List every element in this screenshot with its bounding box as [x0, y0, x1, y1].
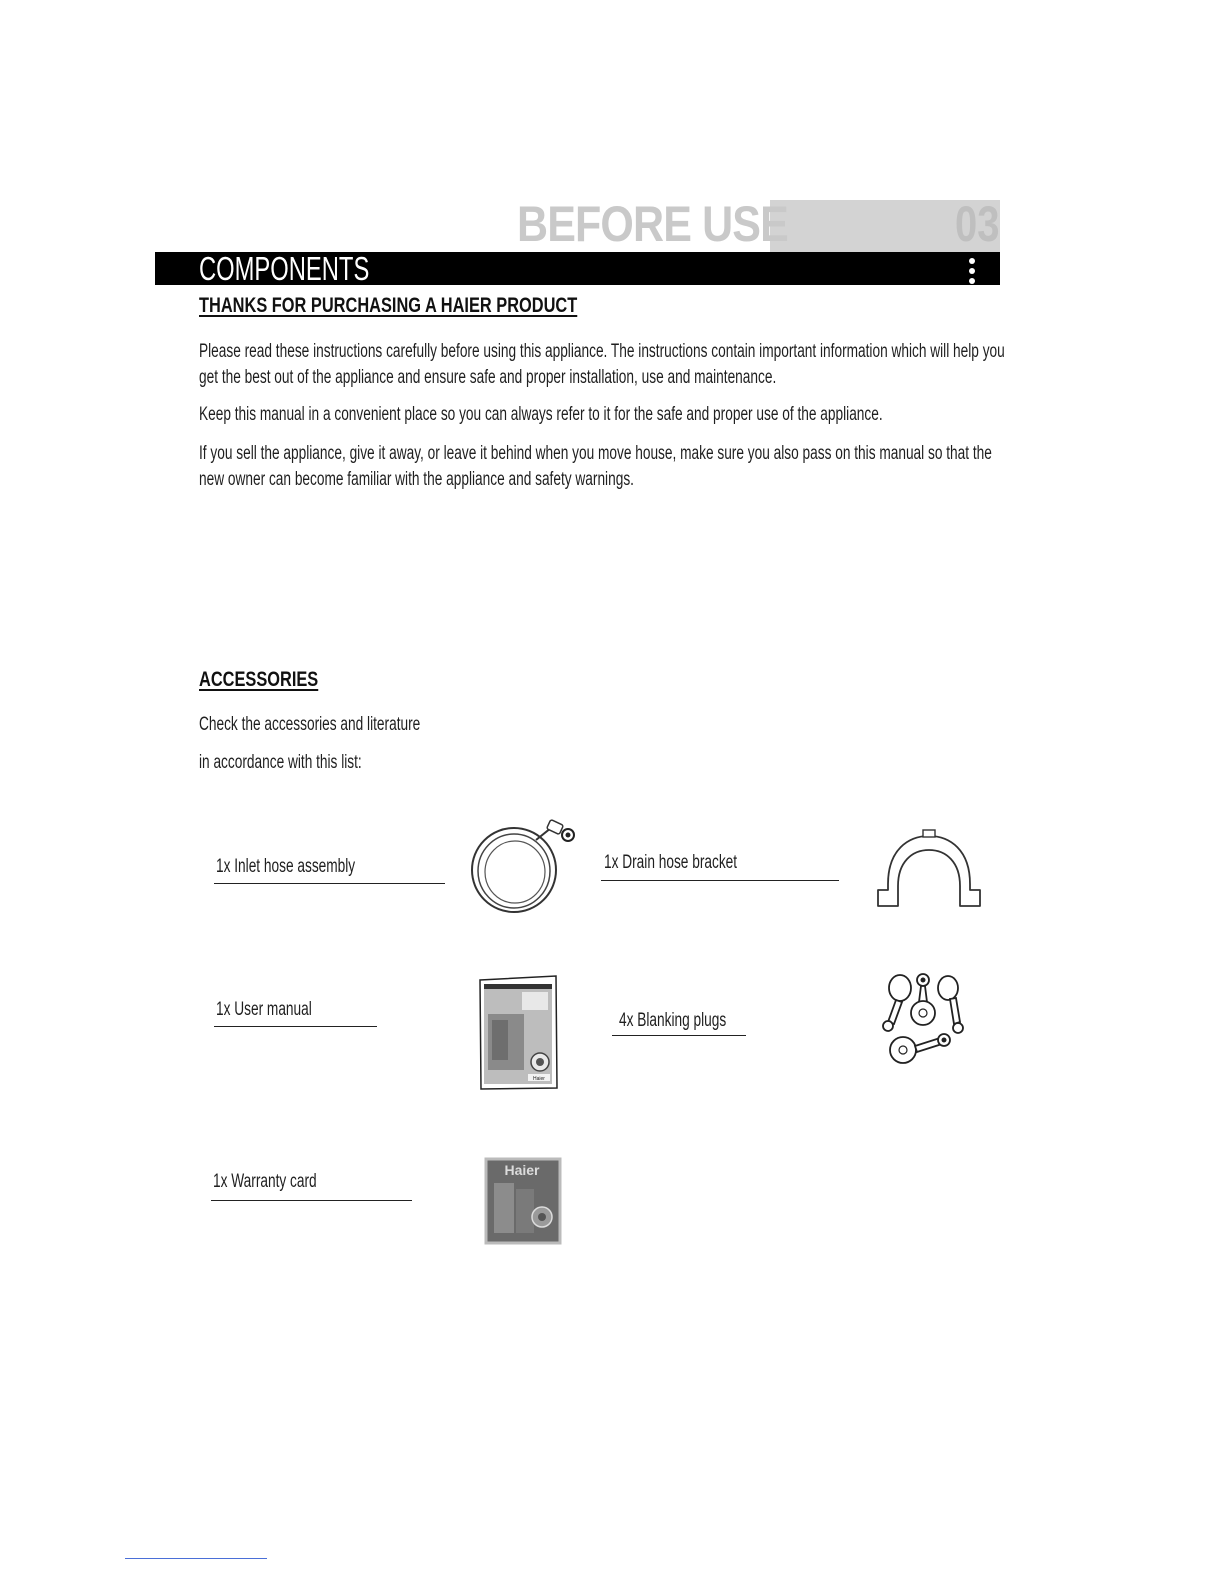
- inlet-hose-icon: [466, 818, 581, 918]
- manual-brand-text: Haier: [533, 1076, 545, 1082]
- accessories-intro-line: Check the accessories and literature: [199, 714, 421, 735]
- accessory-underline: [601, 880, 839, 881]
- intro-paragraph-line: Keep this manual in a convenient place so you can always refer to it for the safe and proper use of the appliance.: [199, 404, 883, 425]
- warranty-brand-text: Haier: [504, 1162, 540, 1178]
- accessory-label-blanking-plugs: 4x Blanking plugs: [619, 1010, 727, 1031]
- intro-paragraph-line: If you sell the appliance, give it away, or leave it behind when you move house, make sure you also pass on this manual so that the: [199, 443, 992, 464]
- drain-hose-bracket-icon: [874, 828, 984, 912]
- intro-paragraph-line: get the best out of the appliance and ensure safe and proper installation, use and maintenance.: [199, 367, 777, 388]
- accessories-heading: ACCESSORIES: [199, 668, 319, 691]
- page-number: 03: [955, 196, 1000, 252]
- accessory-label-user-manual: 1x User manual: [216, 999, 312, 1020]
- chapter-title: COMPONENTS: [199, 250, 370, 287]
- accessory-label-warranty-card: 1x Warranty card: [213, 1171, 317, 1192]
- bottom-link-underline: [125, 1558, 267, 1559]
- accessories-intro-line: in accordance with this list:: [199, 752, 362, 773]
- accessory-label-inlet-hose: 1x Inlet hose assembly: [216, 856, 356, 877]
- vertical-dots-decoration: [967, 258, 977, 286]
- warranty-card-icon: [482, 1155, 564, 1247]
- accessory-underline: [211, 1200, 412, 1201]
- section-name: BEFORE USE: [517, 196, 788, 252]
- accessory-underline: [214, 1026, 377, 1027]
- accessory-label-drain-hose-bracket: 1x Drain hose bracket: [604, 852, 738, 873]
- intro-heading: THANKS FOR PURCHASING A HAIER PRODUCT: [199, 294, 578, 317]
- accessory-underline: [214, 883, 445, 884]
- intro-paragraph-line: new owner can become familiar with the appliance and safety warnings.: [199, 469, 634, 490]
- intro-paragraph-line: Please read these instructions carefully before using this appliance. The instructions contain important information which will help you: [199, 341, 1005, 362]
- blanking-plugs-icon: [878, 968, 974, 1070]
- accessory-underline: [612, 1035, 746, 1036]
- user-manual-icon: [478, 974, 560, 1092]
